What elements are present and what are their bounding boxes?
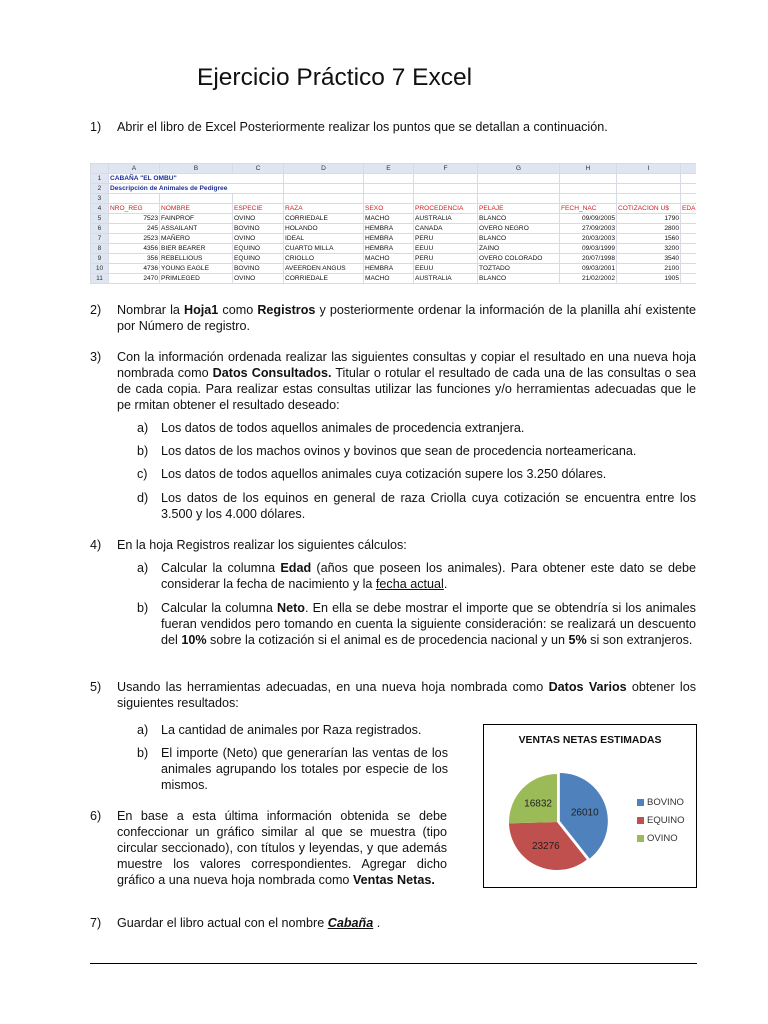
table-row: 6 245 ASSAILANT BOVINO HOLANDO HEMBRA CANADA OVERO NEGRO 27/09/2003 2800 — [91, 224, 697, 234]
legend-item: OVINO — [637, 829, 684, 847]
pie-label-bovino: 26010 — [570, 807, 599, 819]
table-row: 7 2523 MAÑERO OVINO IDEAL HEMBRA PERU BLANCO 20/03/2003 1560 — [91, 234, 697, 244]
item-text: En base a esta última información obtenida se debe confeccionar un gráfico similar al que se muestra (tipo circular seccionado), con títulos y leyendas, y que además muestre los valores correspondientes. Agregar dicho gráfico a una nueva hoja nombrada como Ventas Netas. — [117, 809, 447, 887]
legend-swatch — [637, 835, 644, 842]
item-1 — [90, 119, 696, 135]
item-5b: b) El importe (Neto) que generarían las ventas de los animales agrupando los totales por especie de los mismos. — [137, 746, 448, 792]
legend-swatch — [637, 817, 644, 824]
header-row: 4 NRO_REG NOMBRE ESPECIE RAZA SEXO PROCEDENCIA PELAJE FECH_NAC COTIZACION U$ EDA — [91, 204, 697, 214]
item-number: 7) — [90, 916, 102, 930]
item-4a: a) Calcular la columna Edad (años que poseen los animales). Para obtener este dato se debe considerar la fecha de nacimiento y la fecha actual. — [137, 561, 696, 591]
item-4b: b) Calcular la columna Neto. En ella se debe mostrar el importe que se obtendría si los animales fueran vendidos pero tomando en cuenta la siguiente consideración: se realizará un descuento del 10% sobre la cotización si el animal es de procedencia nacional y un 5% si son extranjeros. — [137, 601, 696, 647]
footer-rule — [90, 963, 697, 964]
table-row: 9 356 REBELLIOUS EQUINO CRIOLLO MACHO PERU OVERO COLORADO 20/07/1998 3540 — [91, 254, 697, 264]
item-number: 3) — [90, 350, 102, 364]
chart-title: VENTAS NETAS ESTIMADAS — [518, 735, 662, 746]
table-row: 10 4736 YOUNG EAGLE BOVINO AVEERDEN ANGUS HEMBRA EEUU TOZTADO 09/03/2001 2100 — [91, 264, 697, 274]
item-7 — [90, 915, 696, 931]
item-text: Guardar el libro actual con el nombre Cabaña . — [117, 916, 381, 930]
spreadsheet-screenshot — [90, 163, 696, 287]
pie-chart — [483, 724, 697, 888]
chart-legend — [637, 793, 684, 847]
spreadsheet-table — [90, 163, 696, 284]
legend-item: EQUINO — [637, 811, 684, 829]
table-row: 1 CABAÑA "EL OMBU" — [91, 174, 697, 184]
item-5a: a) La cantidad de animales por Raza registrados. — [137, 723, 422, 737]
item-5 — [90, 679, 696, 711]
item-3c: c) Los datos de todos aquellos animales cuya cotización supere los 3.250 dólares. — [137, 467, 607, 481]
pie-label-ovino: 16832 — [524, 798, 552, 810]
table-row: 2 Descripción de Animales de Pedigree — [91, 184, 697, 194]
item-text: Con la información ordenada realizar las siguientes consultas y copiar el resultado en una nueva hoja nombrada como Datos Consultados. Titular o rotular el resultado de cada una de las consultas o sea de cada copia. Para realizar estas consultas utilizar las funciones y/o herramientas adecuadas que le pe rmitan obtener el resultado deseado: — [117, 350, 696, 412]
item-number: 1) — [90, 120, 102, 134]
item-number: 5) — [90, 680, 102, 694]
cabana-title: CABAÑA "EL OMBU" — [109, 174, 284, 184]
pie-label-equino: 23276 — [531, 840, 560, 852]
item-number: 2) — [90, 303, 102, 317]
item-4 — [90, 537, 696, 553]
item-3d: d) Los datos de los equinos en general de raza Criolla cuya cotización se encuentra entre los 3.500 y los 4.000 dólares. — [137, 491, 696, 521]
table-row: 5 7523 FAINPROF OVINO CORRIEDALE MACHO AUSTRALIA BLANCO 09/09/2005 1790 — [91, 214, 697, 224]
sheet-subtitle: Descripción de Animales de Pedigree — [109, 184, 284, 194]
column-header-row: A B C D E F G H I — [91, 164, 697, 174]
item-3a: a) Los datos de todos aquellos animales de procedencia extranjera. — [137, 421, 525, 435]
document-title: Ejercicio Práctico 7 Excel — [197, 64, 473, 91]
table-row: 3 — [91, 194, 697, 204]
item-6 — [90, 808, 447, 888]
legend-item: BOVINO — [637, 793, 684, 811]
item-number: 4) — [90, 538, 102, 552]
item-text: Usando las herramientas adecuadas, en una nueva hoja nombrada como Datos Varios obtener los siguientes resultados: — [117, 680, 697, 710]
item-text: Abrir el libro de Excel Posteriormente realizar los puntos que se detallan a continuación. — [117, 120, 608, 134]
table-row: 8 4356 BIER BEARER EQUINO CUARTO MILLA HEMBRA EEUU ZAINO 09/03/1999 3200 — [91, 244, 697, 254]
item-text: En la hoja Registros realizar los siguientes cálculos: — [117, 538, 407, 552]
item-3 — [90, 349, 696, 413]
table-row: 11 2470 PRIMLEGED OVINO CORRIEDALE MACHO AUSTRALIA BLANCO 21/02/2002 1905 — [91, 274, 697, 284]
legend-swatch — [637, 799, 644, 806]
item-2 — [90, 302, 696, 334]
item-text: Nombrar la Hoja1 como Registros y posteriormente ordenar la información de la planilla ahí existente por Número de registro. — [117, 303, 696, 333]
item-3b: b) Los datos de los machos ovinos y bovinos que sean de procedencia norteamericana. — [137, 444, 637, 458]
item-number: 6) — [90, 809, 102, 823]
